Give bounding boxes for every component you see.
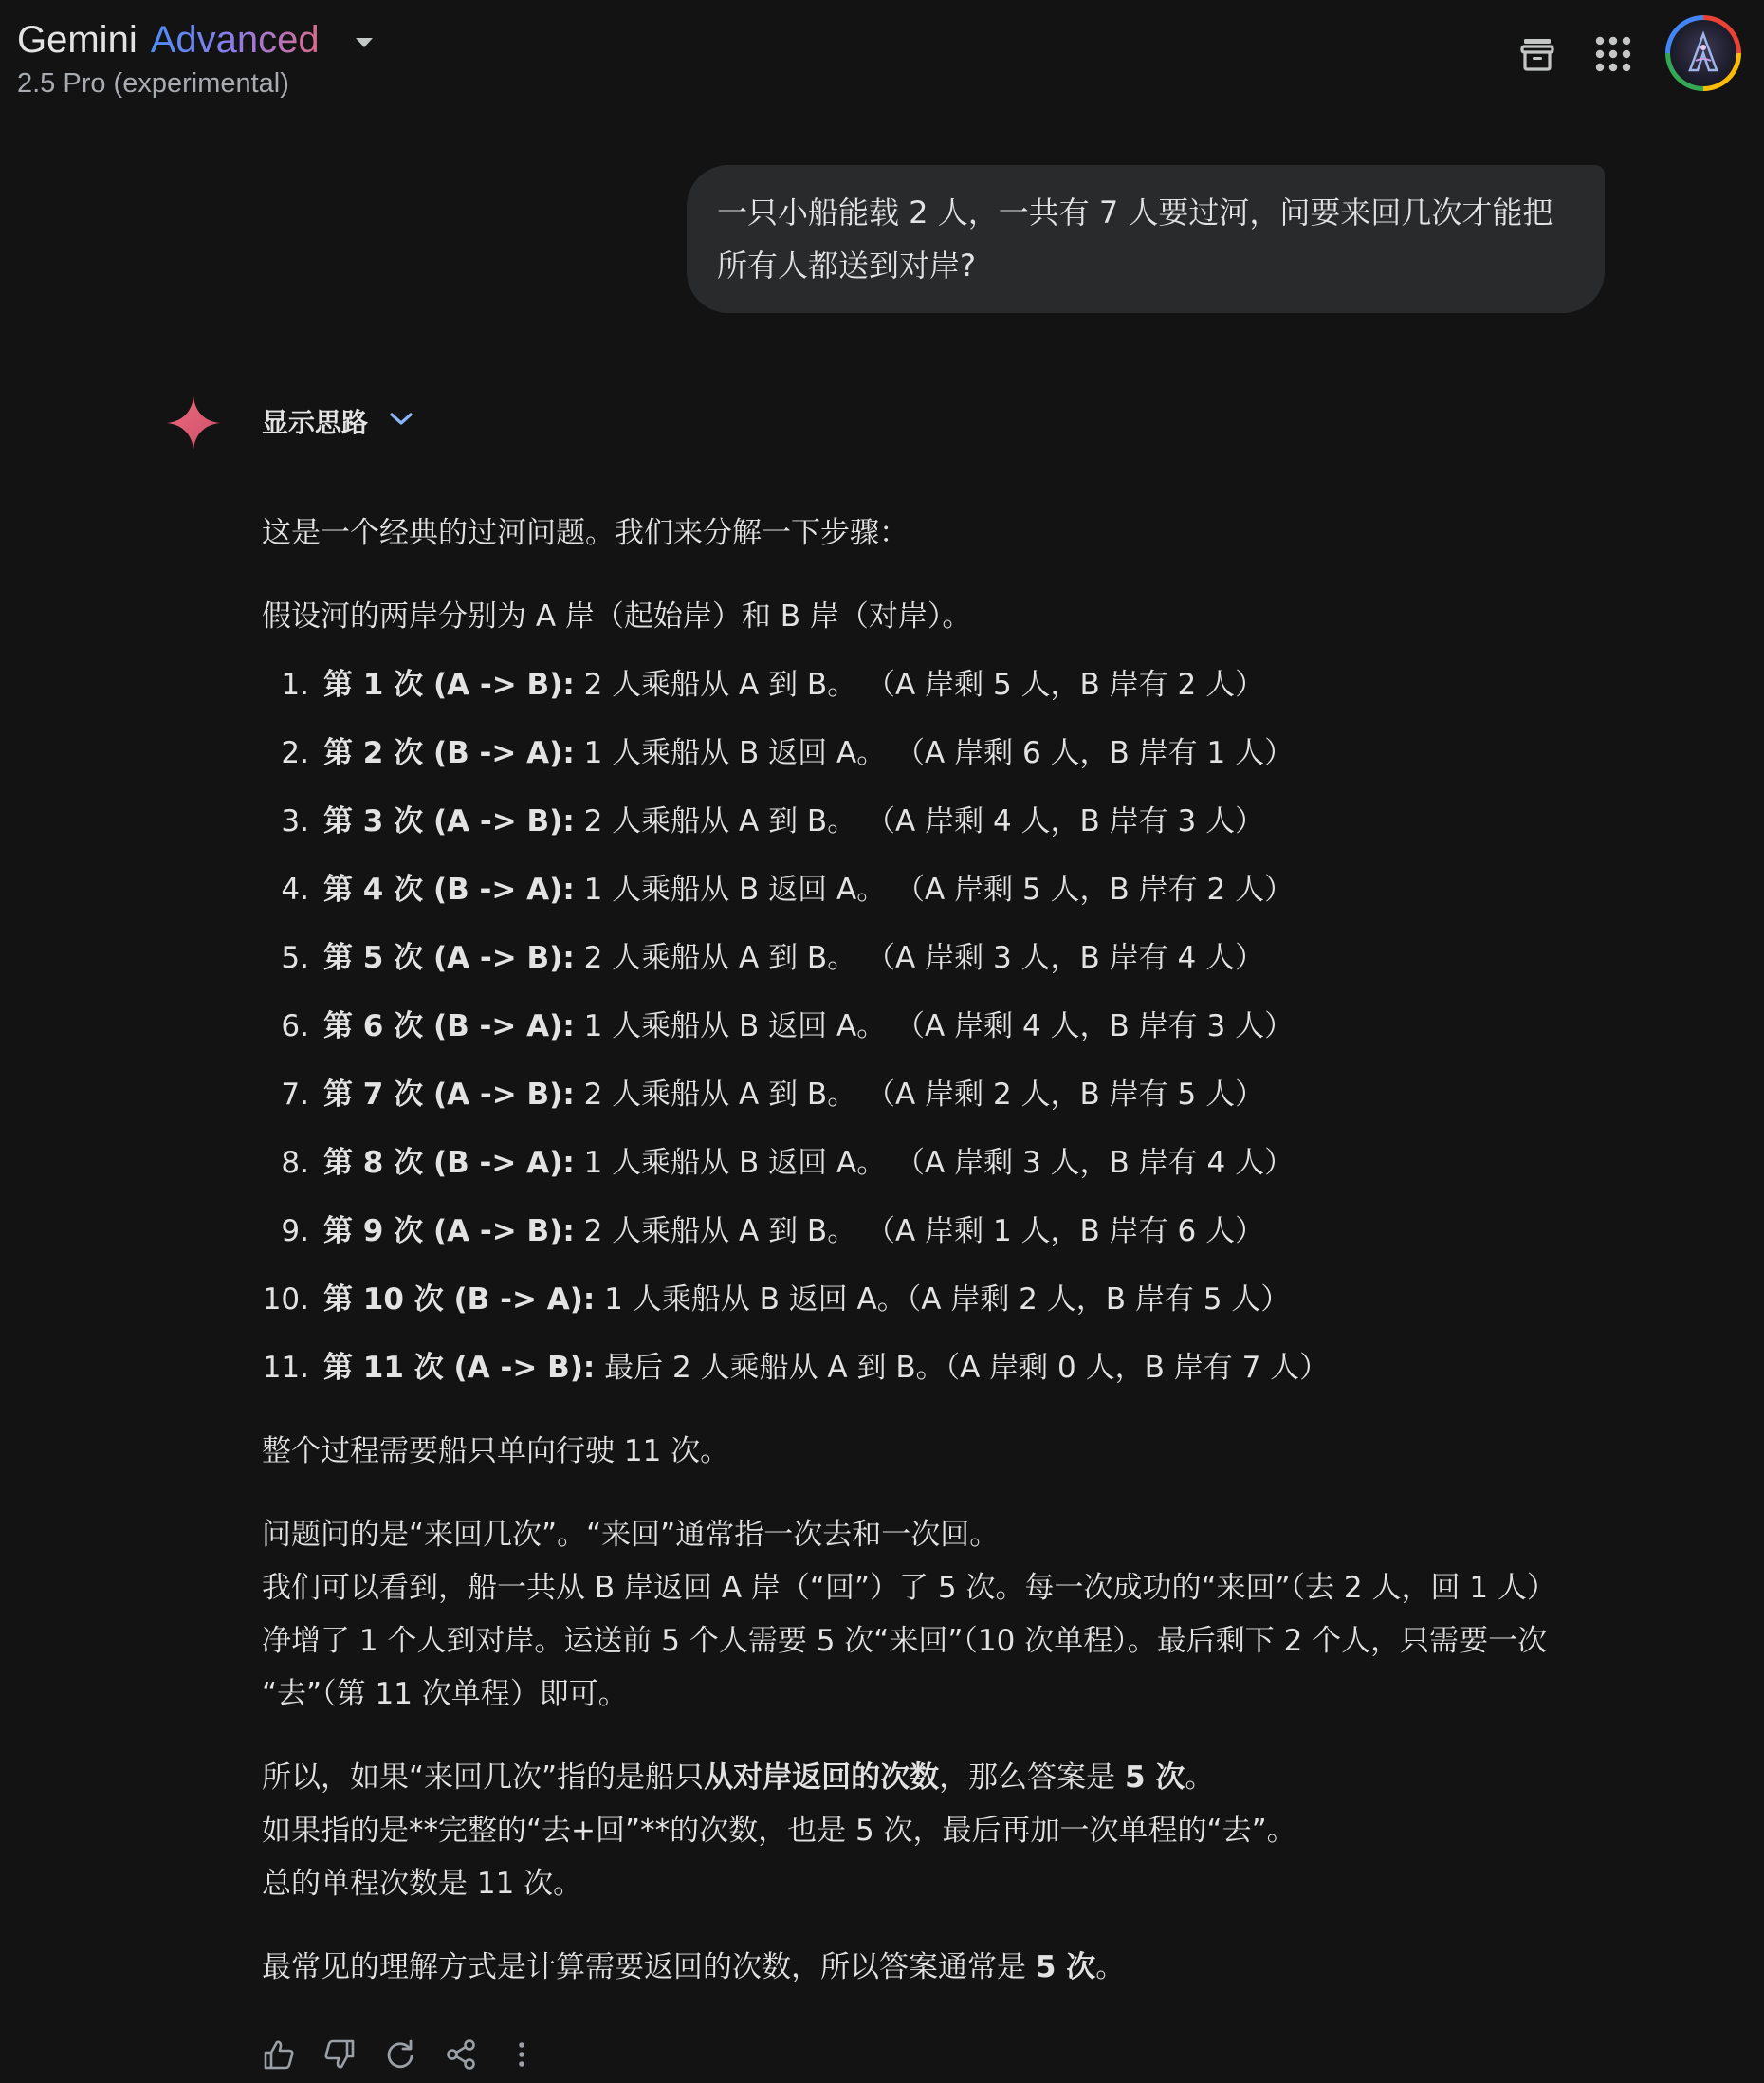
thumbs-down-icon[interactable] <box>322 2037 357 2072</box>
step-text: 2 人乘船从 A 到 B。 （A 岸剩 1 人，B 岸有 6 人） <box>574 1214 1265 1248</box>
list-item <box>262 727 1589 780</box>
user-message: 一只小船能载 2 人，一共有 7 人要过河，问要来回几次才能把所有人都送到对岸? <box>687 165 1605 313</box>
conclusion-answer: 5 次 <box>1124 1760 1185 1795</box>
header-actions <box>1517 15 1764 101</box>
explanation-line: 我们可以看到，船一共从 B 岸返回 A 岸（“回”）了 5 次。每一次成功的“来回”（去 2 人，回 1 人） <box>262 1571 1556 1605</box>
step-number: 9. <box>281 1214 309 1248</box>
step-title: 第 9 次 (A -> B): <box>323 1214 575 1248</box>
more-options-icon[interactable] <box>505 2037 539 2072</box>
list-item <box>262 931 1589 985</box>
gemini-spark-icon <box>165 395 222 452</box>
apps-grid-icon[interactable] <box>1593 34 1633 74</box>
step-title: 第 3 次 (A -> B): <box>323 804 575 839</box>
conclusion-text: 所以，如果“来回几次”指的是船只 <box>262 1760 705 1795</box>
list-item <box>262 1273 1589 1326</box>
conclusion-text: ，那么答案是 <box>939 1760 1125 1795</box>
step-number: 10. <box>262 1282 309 1317</box>
conclusion-line: 总的单程次数是 11 次。 <box>262 1867 583 1901</box>
total-trips-text: 整个过程需要船只单向行驶 11 次。 <box>262 1434 730 1468</box>
step-title: 第 11 次 (A -> B): <box>323 1351 596 1385</box>
step-title: 第 1 次 (A -> B): <box>323 668 575 702</box>
conclusion-text: 。 <box>1185 1760 1215 1795</box>
response-assumption: 假设河的两岸分别为 A 岸（起始岸）和 B 岸（对岸）。 <box>262 599 972 634</box>
list-item <box>262 1136 1589 1189</box>
show-thoughts-toggle[interactable] <box>262 402 413 440</box>
top-bar <box>0 0 1764 123</box>
step-number: 6. <box>281 1009 309 1043</box>
step-title: 第 10 次 (B -> A): <box>323 1282 596 1317</box>
regenerate-icon[interactable] <box>383 2037 417 2072</box>
step-title: 第 5 次 (A -> B): <box>323 941 575 975</box>
step-number: 4. <box>281 873 309 907</box>
list-item <box>262 1000 1589 1053</box>
step-text: 最后 2 人乘船从 A 到 B。（A 岸剩 0 人，B 岸有 7 人） <box>595 1351 1330 1385</box>
chevron-down-icon <box>389 411 413 433</box>
step-text: 2 人乘船从 A 到 B。 （A 岸剩 2 人，B 岸有 5 人） <box>574 1078 1265 1112</box>
step-text: 2 人乘船从 A 到 B。 （A 岸剩 4 人，B 岸有 3 人） <box>574 804 1265 839</box>
step-text: 1 人乘船从 B 返回 A。 （A 岸剩 6 人，B 岸有 1 人） <box>574 736 1295 770</box>
response-intro: 这是一个经典的过河问题。我们来分解一下步骤： <box>262 516 909 550</box>
conclusion-emphasis: 从对岸返回的次数 <box>704 1760 940 1795</box>
conclusion-line <box>262 1751 1589 1804</box>
share-icon[interactable] <box>444 2037 478 2072</box>
model-switcher[interactable] <box>17 19 373 62</box>
step-number: 1. <box>281 668 309 702</box>
response-actions <box>262 2036 539 2074</box>
brand-name: Gemini <box>17 19 138 61</box>
final-answer-line <box>262 1941 1589 1994</box>
archive-icon[interactable] <box>1517 34 1557 74</box>
step-title: 第 8 次 (B -> A): <box>323 1146 575 1180</box>
step-number: 5. <box>281 941 309 975</box>
explanation-line: 问题问的是“来回几次”。“来回”通常指一次去和一次回。 <box>262 1518 1000 1552</box>
conclusion-line: 如果指的是**完整的“去+回”**的次数，也是 5 次，最后再加一次单程的“去”。 <box>262 1814 1296 1848</box>
step-number: 2. <box>281 736 309 770</box>
list-item <box>262 1068 1589 1121</box>
step-text: 2 人乘船从 A 到 B。 （A 岸剩 5 人，B 岸有 2 人） <box>574 668 1265 702</box>
step-text: 1 人乘船从 B 返回 A。（A 岸剩 2 人，B 岸有 5 人） <box>595 1282 1291 1317</box>
step-number: 11. <box>262 1351 309 1385</box>
final-text: 最常见的理解方式是计算需要返回的次数，所以答案通常是 <box>262 1950 1036 1984</box>
model-response <box>262 507 1589 1994</box>
step-title: 第 2 次 (B -> A): <box>323 736 575 770</box>
step-text: 1 人乘船从 B 返回 A。 （A 岸剩 3 人，B 岸有 4 人） <box>574 1146 1295 1180</box>
thumbs-up-icon[interactable] <box>262 2037 296 2072</box>
brand-tier: Advanced <box>150 19 320 61</box>
step-number: 7. <box>281 1078 309 1112</box>
list-item <box>262 1205 1589 1258</box>
step-title: 第 4 次 (B -> A): <box>323 873 575 907</box>
final-answer: 5 次 <box>1035 1950 1096 1984</box>
show-thoughts-label: 显示思路 <box>262 407 369 438</box>
step-title: 第 7 次 (A -> B): <box>323 1078 575 1112</box>
caret-down-icon[interactable] <box>356 38 373 47</box>
list-item <box>262 1341 1589 1394</box>
avatar-image <box>1670 20 1736 86</box>
explanation-line: “去”（第 11 次单程）即可。 <box>262 1677 628 1711</box>
list-item <box>262 863 1589 916</box>
final-text: 。 <box>1095 1950 1126 1984</box>
avatar[interactable] <box>1665 15 1741 91</box>
explanation-line: 净增了 1 个人到对岸。运送前 5 个人需要 5 次“来回”（10 次单程）。最后剩下 2 个人，只需要一次 <box>262 1624 1548 1658</box>
step-text: 1 人乘船从 B 返回 A。 （A 岸剩 4 人，B 岸有 3 人） <box>574 1009 1295 1043</box>
step-number: 8. <box>281 1146 309 1180</box>
explanation-block <box>262 1508 1589 1721</box>
step-title: 第 6 次 (B -> A): <box>323 1009 575 1043</box>
step-number: 3. <box>281 804 309 839</box>
model-name: 2.5 Pro (experimental) <box>17 68 289 99</box>
step-text: 2 人乘船从 A 到 B。 （A 岸剩 3 人，B 岸有 4 人） <box>574 941 1265 975</box>
step-text: 1 人乘船从 B 返回 A。 （A 岸剩 5 人，B 岸有 2 人） <box>574 873 1295 907</box>
list-item <box>262 795 1589 848</box>
conclusion-block <box>262 1751 1589 1910</box>
list-item <box>262 658 1589 711</box>
steps-list <box>262 658 1589 1394</box>
